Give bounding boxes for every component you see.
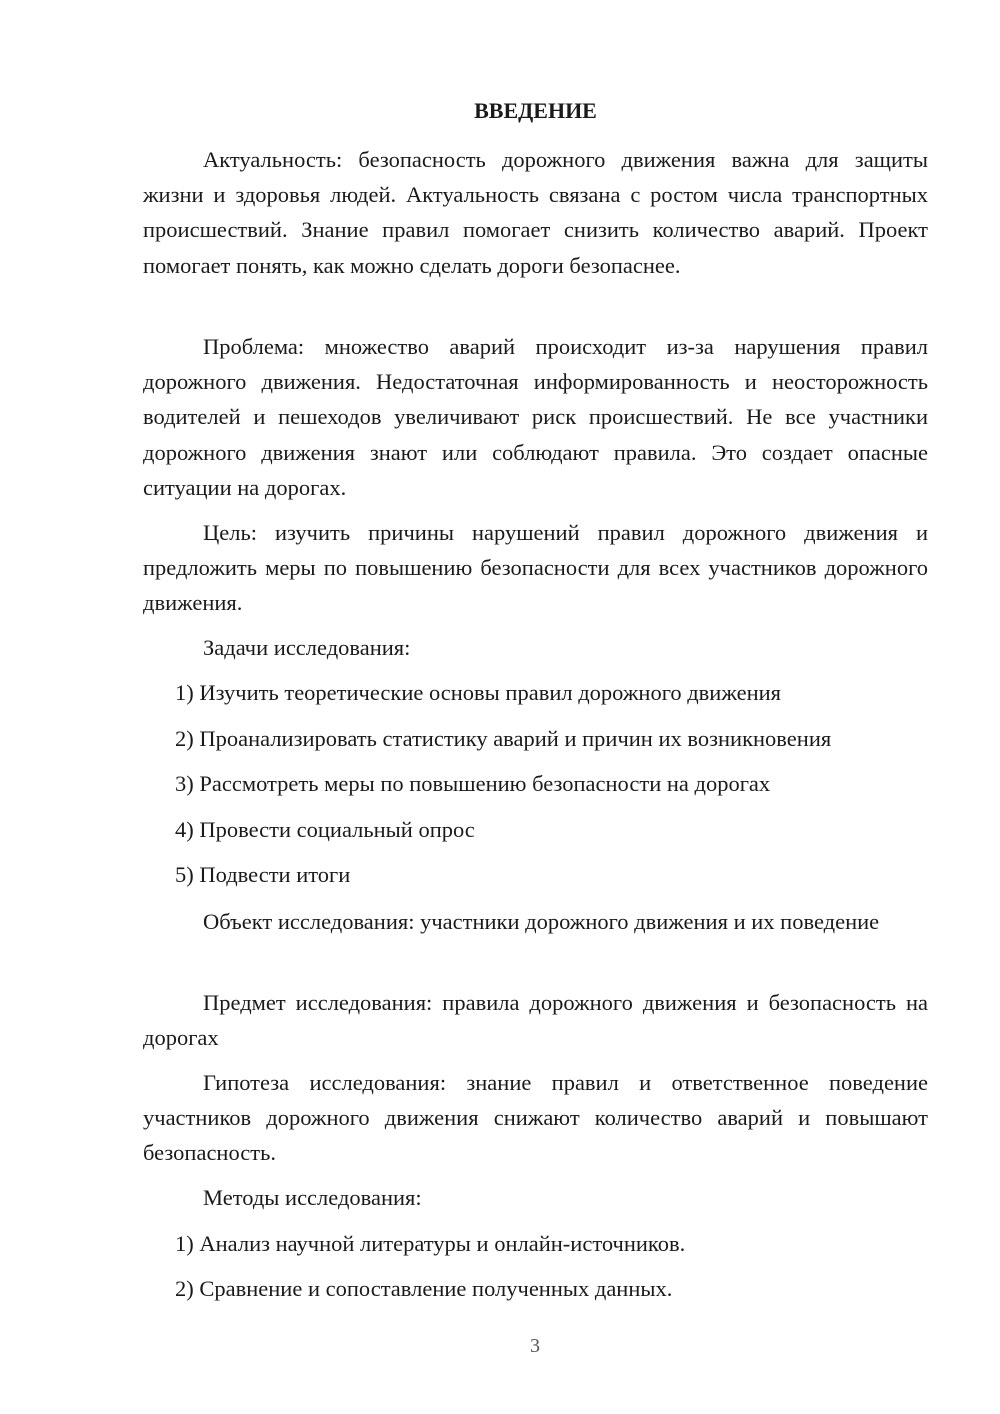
hypothesis-paragraph: Гипотеза исследования: знание правил и ответственное поведение участников дорожного движения снижают количество аварий и повышают безопасность. <box>143 1070 928 1166</box>
task-item: 3) Рассмотреть меры по повышению безопасности на дорогах <box>175 771 771 796</box>
object-paragraph: Объект исследования: участники дорожного движения и их поведение <box>203 909 880 934</box>
subject-paragraph: Предмет исследования: правила дорожного движения и безопасность на дорогах <box>143 990 928 1051</box>
page-number: 3 <box>530 1335 540 1357</box>
methods-heading: Методы исследования: <box>203 1185 422 1210</box>
method-item: 2) Сравнение и сопоставление полученных данных. <box>175 1276 673 1301</box>
task-item: 4) Провести социальный опрос <box>175 817 475 842</box>
section-title: ВВЕДЕНИЕ <box>474 98 597 123</box>
task-item: 2) Проанализировать статистику аварий и причин их возникновения <box>175 726 832 751</box>
task-item: 1) Изучить теоретические основы правил дорожного движения <box>175 680 782 705</box>
relevance-paragraph: Актуальность: безопасность дорожного движения важна для защиты жизни и здоровья людей. Актуальность связана с ростом числа транспортных происшествий. Знание правил помогает снизить количество аварий. Проект помогает понять, как можно сделать дороги безопаснее. <box>143 147 928 278</box>
task-item: 5) Подвести итоги <box>175 862 351 887</box>
method-item: 1) Анализ научной литературы и онлайн-источников. <box>175 1231 686 1256</box>
problem-paragraph: Проблема: множество аварий происходит из-за нарушения правил дорожного движения. Недостаточная информированность и неосторожность водителей и пешеходов увеличивают риск происшествий. Не все участники дорожного движения знают или соблюдают правила. Это создает опасные ситуации на дорогах. <box>143 334 928 500</box>
tasks-heading: Задачи исследования: <box>203 635 411 660</box>
goal-paragraph: Цель: изучить причины нарушений правил дорожного движения и предложить меры по повышению безопасности для всех участников дорожного движения. <box>143 520 928 616</box>
